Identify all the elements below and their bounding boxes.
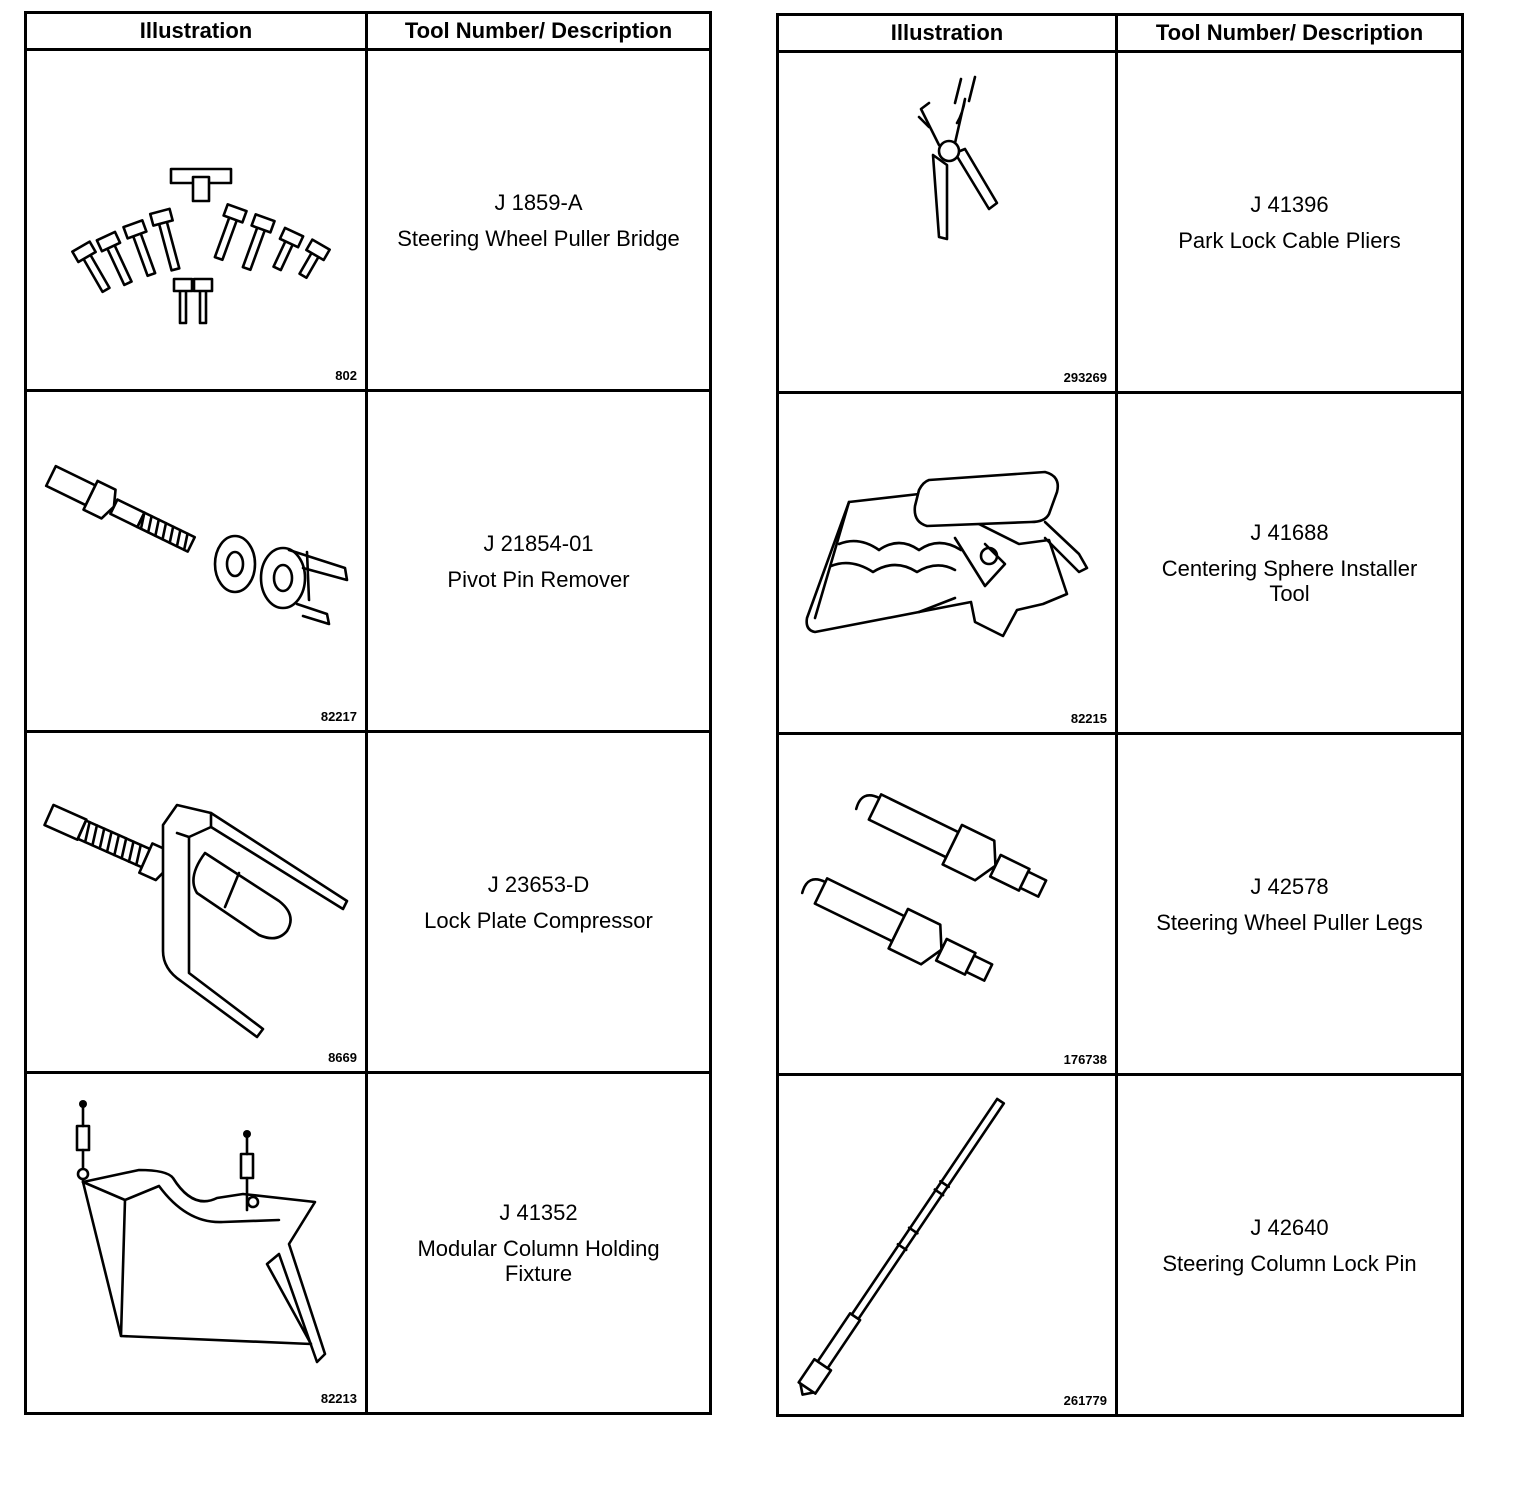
tool-number: J 41688 (1250, 520, 1329, 545)
tool-description-cell (1117, 1075, 1463, 1416)
illustration-cell (26, 1073, 367, 1414)
tool-description-cell (1117, 734, 1463, 1075)
holding-fixture-icon (27, 1074, 368, 1412)
tool-description: Park Lock Cable Pliers (1178, 227, 1401, 253)
figure-number: 802 (335, 368, 357, 383)
tool-description-cell (367, 1073, 711, 1414)
pliers-icon (779, 53, 1118, 391)
illustration-cell (778, 52, 1117, 393)
illustration-header: Illustration (26, 13, 367, 50)
tool-description: Steering Column Lock Pin (1162, 1250, 1417, 1276)
tool-description: Centering Sphere Installer Tool (1161, 556, 1418, 606)
illustration-cell (26, 50, 367, 391)
tool-description: Pivot Pin Remover (447, 566, 630, 592)
lock-plate-compressor-icon (27, 733, 368, 1071)
tool-description: Lock Plate Compressor (424, 907, 653, 933)
figure-number: 293269 (1063, 370, 1107, 385)
illustration-cell (778, 1075, 1117, 1416)
table-row (778, 1075, 1463, 1416)
tool-number: J 41352 (499, 1200, 578, 1225)
puller-legs-icon (779, 735, 1118, 1073)
centering-sphere-tool-icon (779, 394, 1118, 732)
tool-number: J 1859-A (494, 189, 583, 215)
right-tool-table (776, 13, 1464, 1417)
tool-description-header: Tool Number/ Description (1117, 15, 1463, 52)
lock-pin-icon (779, 1076, 1118, 1414)
illustration-cell (778, 393, 1117, 734)
figure-number: 8669 (328, 1050, 357, 1065)
tool-description-cell (1117, 52, 1463, 393)
illustration-cell (26, 391, 367, 732)
tool-number: J 42640 (1250, 1214, 1329, 1240)
left-table-header-row (26, 13, 711, 50)
table-row (26, 50, 711, 391)
tool-description-header: Tool Number/ Description (367, 13, 711, 50)
table-row (26, 1073, 711, 1414)
puller-bridge-bolts-icon (27, 51, 368, 389)
figure-number: 261779 (1063, 1393, 1107, 1408)
tool-description: Steering Wheel Puller Bridge (397, 225, 680, 251)
tool-number: J 23653-D (487, 871, 590, 897)
tool-number: J 21854-01 (483, 530, 594, 556)
tool-number: J 42578 (1250, 873, 1329, 899)
tool-description-cell (367, 50, 711, 391)
table-row (26, 732, 711, 1073)
figure-number: 82215 (1070, 711, 1107, 726)
tool-description-cell (367, 732, 711, 1073)
tool-description: Steering Wheel Puller Legs (1156, 909, 1423, 935)
illustration-cell (26, 732, 367, 1073)
table-row (778, 734, 1463, 1075)
figure-number: 82217 (320, 709, 357, 724)
figure-number: 176738 (1063, 1052, 1107, 1067)
tool-number: J 41396 (1250, 191, 1329, 217)
pivot-pin-remover-icon (27, 392, 368, 730)
table-row (26, 391, 711, 732)
table-row (778, 52, 1463, 393)
illustration-header: Illustration (778, 15, 1117, 52)
right-table-header-row (778, 15, 1463, 52)
table-row (778, 393, 1463, 734)
tool-description-cell (1117, 393, 1463, 734)
tool-description: Modular Column Holding Fixture (417, 1236, 660, 1286)
illustration-cell (778, 734, 1117, 1075)
figure-number: 82213 (320, 1391, 357, 1406)
tool-description-cell (367, 391, 711, 732)
left-tool-table (24, 11, 712, 1415)
